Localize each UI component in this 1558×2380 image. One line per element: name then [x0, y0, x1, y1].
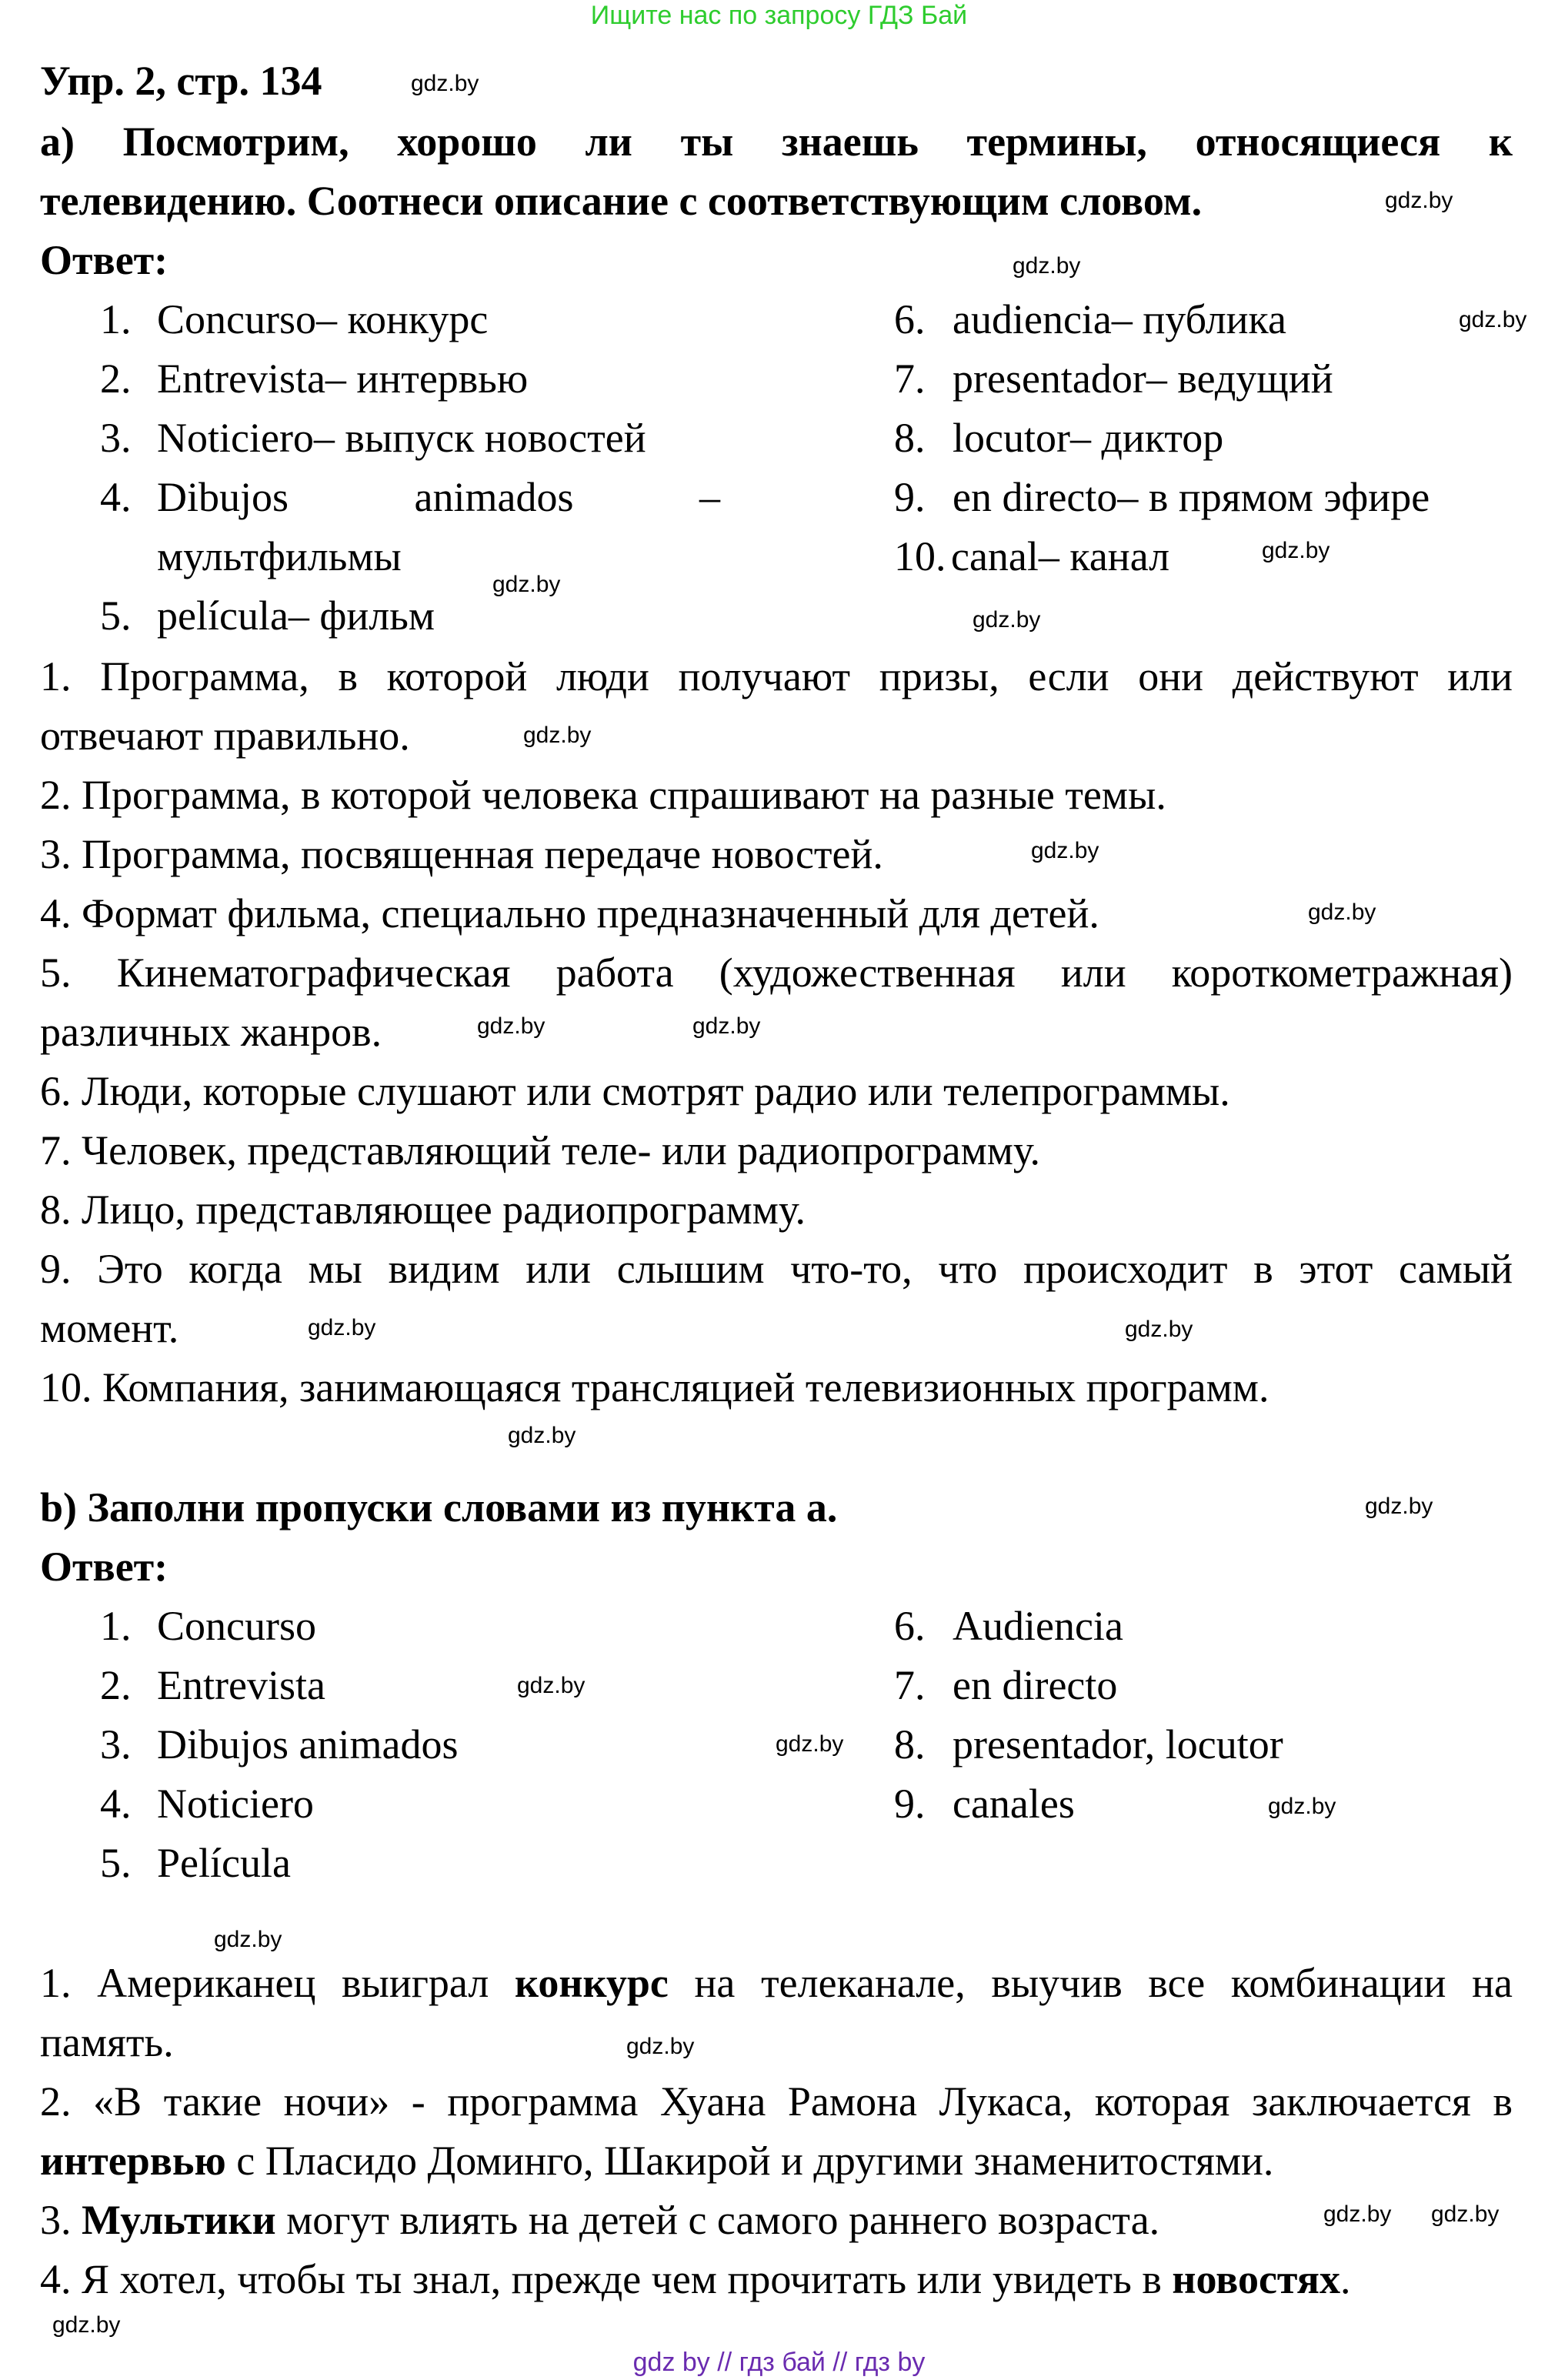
search-banner: Ищите нас по запросу ГДЗ Бай: [590, 1, 968, 30]
watermark: gdz.by: [517, 1673, 586, 1698]
list-item: Audiencia: [952, 1603, 1123, 1649]
watermark: gdz.by: [1031, 838, 1099, 863]
answer-word: Мультики: [82, 2197, 276, 2243]
watermark: gdz.by: [1308, 900, 1376, 925]
list-item: canal– канал: [951, 533, 1170, 579]
description-line: 6. Люди, которые слушают или смотрят радио или телепрограммы.: [40, 1068, 1230, 1114]
list-item: Película: [157, 1840, 291, 1886]
watermark: gdz.by: [1385, 188, 1453, 213]
sentence-4: [40, 2256, 1350, 2302]
list-number: 8.: [894, 1721, 926, 1767]
sentence-text: 4. Я хотел, чтобы ты знал, прежде чем прочитать или увидеть в: [40, 2256, 1173, 2302]
answer-label-a: Ответ:: [40, 237, 168, 283]
list-item: Concurso– конкурс: [157, 296, 489, 342]
task-b: b) Заполни пропуски словами из пункта а.: [40, 1484, 838, 1530]
list-number: 5.: [100, 592, 132, 639]
watermark: gdz.by: [308, 1315, 376, 1340]
answer-word: новостях: [1172, 2256, 1340, 2302]
watermark: gdz.by: [1365, 1494, 1433, 1519]
watermark: gdz.by: [1323, 2201, 1392, 2227]
list-item: Noticiero– выпуск новостей: [157, 415, 646, 461]
watermark: gdz.by: [52, 2312, 121, 2338]
watermark: gdz.by: [492, 572, 561, 597]
description-line: 8. Лицо, представляющее радиопрограмму.: [40, 1187, 806, 1233]
exercise-title: Упр. 2, стр. 134: [40, 58, 322, 104]
answer-word: интервью: [40, 2138, 226, 2184]
list-number: 7.: [894, 355, 926, 402]
watermark: gdz.by: [1459, 307, 1527, 332]
watermark: gdz.by: [214, 1927, 282, 1952]
list-number: 5.: [100, 1840, 132, 1886]
description-line: 2. Программа, в которой человека спрашивают на разные темы.: [40, 772, 1166, 818]
sentence-text: 3.: [40, 2197, 82, 2243]
list-item: película– фильм: [157, 592, 435, 639]
watermark: gdz.by: [508, 1423, 576, 1448]
list-item: en directo– в прямом эфире: [952, 474, 1430, 520]
list-item: Dibujos animados –: [157, 474, 720, 520]
list-item: Dibujos animados: [157, 1721, 459, 1767]
list-number: 6.: [894, 1603, 926, 1649]
sentence-text: с Пласидо Доминго, Шакирой и другими знаменитостями.: [225, 2138, 1274, 2184]
list-number: 3.: [100, 415, 132, 461]
description-line: 4. Формат фильма, специально предназначенный для детей.: [40, 890, 1099, 936]
description-line: момент.: [40, 1305, 179, 1351]
description-line: отвечают правильно.: [40, 713, 410, 759]
watermark: gdz.by: [1431, 2201, 1500, 2227]
list-item-continuation: мультфильмы: [157, 533, 402, 579]
watermark: gdz.by: [626, 2034, 695, 2059]
list-number: 10.: [894, 533, 946, 579]
watermark: gdz.by: [776, 1731, 844, 1757]
task-a-line2: телевидению. Соотнеси описание с соответствующим словом.: [40, 178, 1203, 224]
list-number: 1.: [100, 296, 132, 342]
list-number: 9.: [894, 474, 926, 520]
sentence-text: 1. Американец выиграл: [40, 1960, 515, 2006]
footer-links: gdz by // гдз бай // гдз by: [632, 2348, 926, 2377]
description-line: 1. Программа, в которой люди получают призы, если они действуют или: [40, 653, 1513, 699]
list-number: 1.: [100, 1603, 132, 1649]
watermark: gdz.by: [1125, 1317, 1193, 1342]
list-item: canales: [952, 1781, 1075, 1827]
description-line: 9. Это когда мы видим или слышим что-то, что происходит в этот самый: [40, 1246, 1513, 1292]
sentence-text: на телеканале, выучив все комбинации на: [668, 1960, 1513, 2006]
sentence-2: 2. «В такие ночи» - программа Хуана Рамона Лукаса, которая заключается в: [40, 2078, 1513, 2125]
list-number: 4.: [100, 1781, 132, 1827]
watermark: gdz.by: [1268, 1794, 1336, 1819]
task-a-line1: а) Посмотрим, хорошо ли ты знаешь термины, относящиеся к: [40, 118, 1513, 165]
answer-word: конкурс: [514, 1960, 669, 2006]
watermark: gdz.by: [411, 71, 479, 96]
watermark: gdz.by: [972, 607, 1041, 633]
sentence-3: [40, 2197, 1159, 2243]
sentence-1-cont: память.: [40, 2019, 174, 2065]
list-number: 8.: [894, 415, 926, 461]
list-number: 7.: [894, 1662, 926, 1708]
list-item: audiencia– публика: [952, 296, 1286, 342]
description-line: различных жанров.: [40, 1009, 382, 1055]
list-item: en directo: [952, 1662, 1118, 1708]
list-number: 6.: [894, 296, 926, 342]
list-item: Entrevista– интервью: [157, 355, 529, 402]
sentence-2-cont: [40, 2138, 1273, 2184]
watermark: gdz.by: [523, 723, 592, 748]
description-line: 5. Кинематографическая работа (художественная или короткометражная): [40, 950, 1513, 996]
sentence-1: [40, 1960, 1513, 2006]
list-number: 9.: [894, 1781, 926, 1827]
list-number: 2.: [100, 355, 132, 402]
list-item: locutor– диктор: [952, 415, 1224, 461]
watermark: gdz.by: [692, 1013, 761, 1039]
list-number: 3.: [100, 1721, 132, 1767]
description-line: 10. Компания, занимающаяся трансляцией телевизионных программ.: [40, 1364, 1269, 1410]
answer-label-b: Ответ:: [40, 1544, 168, 1590]
list-item: Entrevista: [157, 1662, 325, 1708]
watermark: gdz.by: [1013, 253, 1081, 279]
list-item: presentador, locutor: [952, 1721, 1283, 1767]
watermark: gdz.by: [477, 1013, 545, 1039]
list-number: 2.: [100, 1662, 132, 1708]
list-item: Noticiero: [157, 1781, 314, 1827]
description-line: 3. Программа, посвященная передаче новостей.: [40, 831, 883, 877]
list-number: 4.: [100, 474, 132, 520]
watermark: gdz.by: [1262, 538, 1330, 563]
list-item: presentador– ведущий: [952, 355, 1333, 402]
description-line: 7. Человек, представляющий теле- или радиопрограмму.: [40, 1127, 1041, 1173]
sentence-text: .: [1339, 2256, 1351, 2302]
list-item: Concurso: [157, 1603, 316, 1649]
sentence-text: могут влиять на детей с самого раннего возраста.: [275, 2197, 1160, 2243]
